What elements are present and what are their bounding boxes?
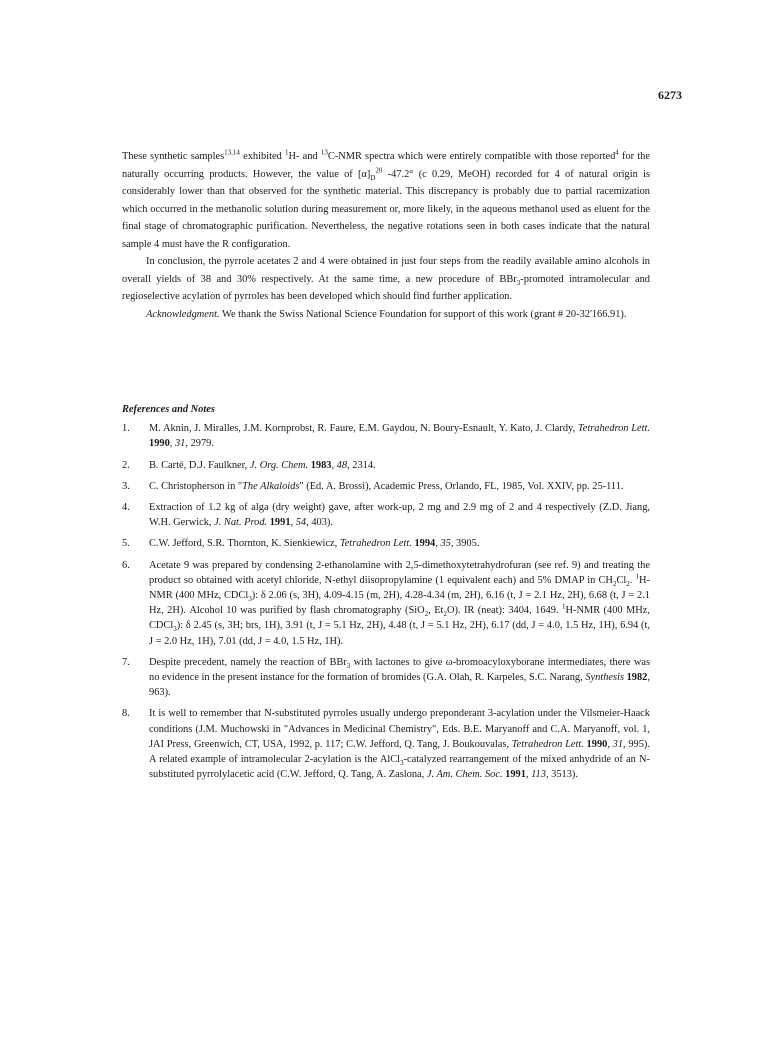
paragraph-nmr-comparison: These synthetic samples$^{13,14}$ exhibited $^1$H- and $^{13}$C-NMR spectra which were entirely compatible with those reported$^4$ for the naturally occurring products. However, the value of $[\alpha]_D^{20}$ -47.2° (c 0.29, MeOH) recorded for 4 of natural origin is considerably lower than that observed for the synthetic material. This discrepancy is probably due to partial racemization which occurred in the methanolic solution during measurement or, more likely, in the aqueous methanol used as eluent for the final stage of chromatographic purification. Nevertheless, the negative rotations seen in both cases indicate that the natural sample 4 must have the R configuration. [122, 148, 651, 250]
reference-number: 1. [122, 423, 130, 435]
paragraph-conclusion: In conclusion, the pyrrole acetates 2 and 4 were obtained in just four steps from the readily available amino alcohols in overall yields of 38 and 30% respectively. At the same time, a new procedure of BBr$_3$-promoted intramolecular and regioselective acylation of pyrroles has been developed which should find further application. [122, 256, 650, 302]
paragraph-acknowledgment: Acknowledgment. We thank the Swiss National Science Foundation for support of this work (grant # 20-32'166.91). [146, 308, 627, 320]
page-number: 6273 [658, 88, 682, 102]
reference-text: M. Aknin, J. Miralles, J.M. Kornprobst, R. Faure, E.M. Gaydou, N. Boury-Esnault, Y. Kato, J. Clardy, Tetrahedron Lett. 1990, 31, 2979. [149, 423, 650, 450]
reference-text: C.W. Jefford, S.R. Thornton, K. Sienkiewicz, Tetrahedron Lett. 1994, 35, 3905. [149, 538, 480, 550]
reference-item [122, 558, 650, 649]
body-text [122, 148, 650, 323]
reference-number: 4. [122, 502, 130, 514]
reference-item [122, 479, 650, 494]
reference-number: 8. [122, 708, 130, 720]
references-section [122, 402, 650, 788]
reference-item [122, 458, 650, 473]
reference-text: Extraction of 1.2 kg of alga (dry weight) gave, after work-up, 2 mg and 2.9 mg of 2 and 4 respectively (Z.D. Jiang, W.H. Gerwick, J. Nat. Prod. 1991, 54, 403). [149, 502, 650, 529]
reference-number: 7. [122, 656, 130, 668]
reference-number: 2. [122, 459, 130, 471]
reference-text: It is well to remember that N-substituted pyrroles usually undergo preponderant 3-acylation under the Vilsmeier-Haack conditions (J.M. Muchowski in "Advances in Medicinal Chemistry", Eds. B.E. Maryanoff and C.A. Maryanoff, vol. 1, JAI Press, Greenwich, CT, USA, 1992, p. 117; C.W. Jefford, Q. Tang, J. Boukouvalas, Tetrahedron Lett. 1990, 31, 995). A related example of intramolecular 2-acylation is the AlCl$_3$-catalyzed rearrangement of the mixed anhydride of an N-substituted pyrrolylacetic acid (C.W. Jefford, Q. Tang, A. Zaslona, J. Am. Chem. Soc. 1991, 113, 3513). [149, 708, 650, 781]
reference-item [122, 655, 650, 701]
reference-text: B. Carté, D.J. Faulkner, J. Org. Chem. 1983, 48, 2314. [149, 459, 376, 471]
reference-item [122, 421, 650, 451]
reference-item [122, 500, 650, 530]
reference-text: Despite precedent, namely the reaction of BBr$_3$ with lactones to give ω-bromoacyloxyborane intermediates, there was no evidence in the present instance for the formation of bromides (G.A. Olah, R. Karpeles, S.C. Narang, Synthesis 1982, 963). [149, 656, 650, 699]
reference-item [122, 706, 650, 782]
references-heading: References and Notes [122, 404, 215, 415]
reference-item [122, 536, 650, 551]
reference-text: Acetate 9 was prepared by condensing 2-ethanolamine with 2,5-dimethoxytetrahydrofuran (see ref. 9) and treating the product so obtained with acetyl chloride, N-ethyl diisopropylamine (1 equivalent each) and 5% DMAP in $CH_2Cl_2$. $^1$H-NMR (400 MHz, CDCl$_3$): δ 2.06 (s, 3H), 4.09-4.15 (m, 2H), 4.28-4.34 (m, 2H), 6.16 (t, J = 2.1 Hz, 2H), 6.68 (t, J = 2.1 Hz, 2H). Alcohol 10 was purified by flash chromatography (SiO$_2$, $Et_2O$). IR (neat): 3404, 1649. $^1$H-NMR (400 MHz, CDCl$_3$): δ 2.45 (s, 3H; brs, 1H), 3.91 (t, J = 5.1 Hz, 2H), 4.48 (t, J = 5.1 Hz, 2H), 6.17 (dd, J = 4.0, 1.5 Hz, 1H), 6.94 (t, J = 2.0 Hz, 1H), 7.01 (dd, J = 4.0, 1.5 Hz, 1H). [149, 559, 651, 647]
reference-number: 6. [122, 559, 130, 571]
reference-number: 5. [122, 538, 130, 550]
reference-number: 3. [122, 480, 130, 492]
reference-text: C. Christopherson in "The Alkaloids" (Ed. A. Brossi), Academic Press, Orlando, FL, 1985, Vol. XXIV, pp. 25-111. [149, 480, 624, 492]
